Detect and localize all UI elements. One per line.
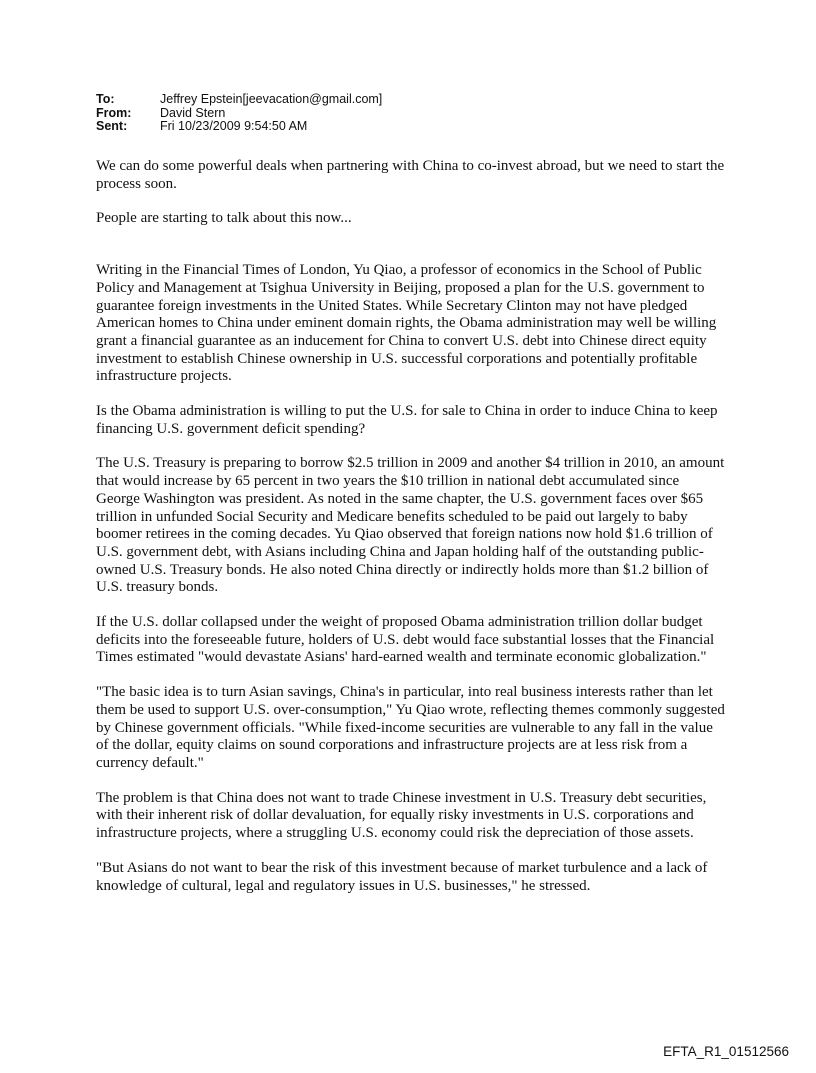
body-paragraph: We can do some powerful deals when partnering with China to co-invest abroad, but we need to start the process soon.	[96, 158, 725, 192]
sent-label: Sent:	[96, 119, 128, 133]
bates-number: EFTA_R1_01512566	[663, 1044, 789, 1059]
body-paragraph: If the U.S. dollar collapsed under the weight of proposed Obama administration trillion dollar budget deficits into the foreseeable future, holders of U.S. debt would face substantial losses that the Financial Times estimated "would devastate Asians' hard-earned wealth and terminate economic globalization."	[96, 614, 715, 666]
body-paragraph: Is the Obama administration is willing to put the U.S. for sale to China in order to induce China to keep financing U.S. government deficit spending?	[96, 403, 718, 437]
body-paragraph: "The basic idea is to turn Asian savings, China's in particular, into real business interests rather than let them be used to support U.S. over-consumption," Yu Qiao wrote, reflecting themes commonly suggested by Chinese government officials. "While fixed-income securities are vulnerable to any fall in the value of the dollar, equity claims on sound corporations and infrastructure projects are at less risk from a currency default."	[96, 684, 725, 771]
body-paragraph: People are starting to talk about this now...	[96, 210, 352, 227]
from-row	[96, 107, 382, 121]
from-label: From:	[96, 105, 132, 120]
to-label: To:	[96, 92, 115, 106]
body-paragraph: The problem is that China does not want to trade Chinese investment in U.S. Treasury debt securities, with their inherent risk of dollar devaluation, for equally risky investments in U.S. corporations and infrastructure projects, where a struggling U.S. economy could risk the depreciation of those assets.	[96, 789, 707, 842]
sent-value: Fri 10/23/2009 9:54:50 AM	[160, 119, 308, 133]
to-row	[96, 93, 382, 107]
body-paragraph: The U.S. Treasury is preparing to borrow $2.5 trillion in 2009 and another $4 trillion in 2010, an amount that would increase by 65 percent in two years the $10 trillion in national debt accumulated since George Washington was president. As noted in the same chapter, the U.S. government faces over $65 trillion in unfunded Social Security and Medicare benefits scheduled to be paid out largely to baby boomer retirees in the coming decades. Yu Qiao observed that foreign nations now hold $1.6 trillion of U.S. government debt, with Asians including China and Japan holding half of the outstanding public-owned U.S. Treasury bonds. He also noted China directly or indirectly holds more than $1.2 billion of U.S. treasury bonds.	[96, 455, 725, 596]
email-header	[96, 93, 382, 134]
to-value: Jeffrey Epstein[jeevacation@gmail.com]	[160, 92, 383, 106]
sent-row	[96, 120, 382, 134]
body-paragraph: Writing in the Financial Times of London, Yu Qiao, a professor of economics in the School of Public Policy and Management at Tsighua University in Beijing, proposed a plan for the U.S. government to guarantee foreign investments in the United States. While Secretary Clinton may not have pledged American homes to China under eminent domain rights, the Obama administration may well be willing grant a financial guarantee as an inducement for China to convert U.S. debt into Chinese direct equity investment to establish Chinese ownership in U.S. successful corporations and potentially profitable infrastructure projects.	[96, 262, 717, 385]
email-body	[96, 158, 726, 912]
body-paragraph: "But Asians do not want to bear the risk of this investment because of market turbulence and a lack of knowledge of cultural, legal and regulatory issues in U.S. businesses," he stressed.	[96, 859, 708, 894]
from-value: David Stern	[160, 105, 226, 120]
